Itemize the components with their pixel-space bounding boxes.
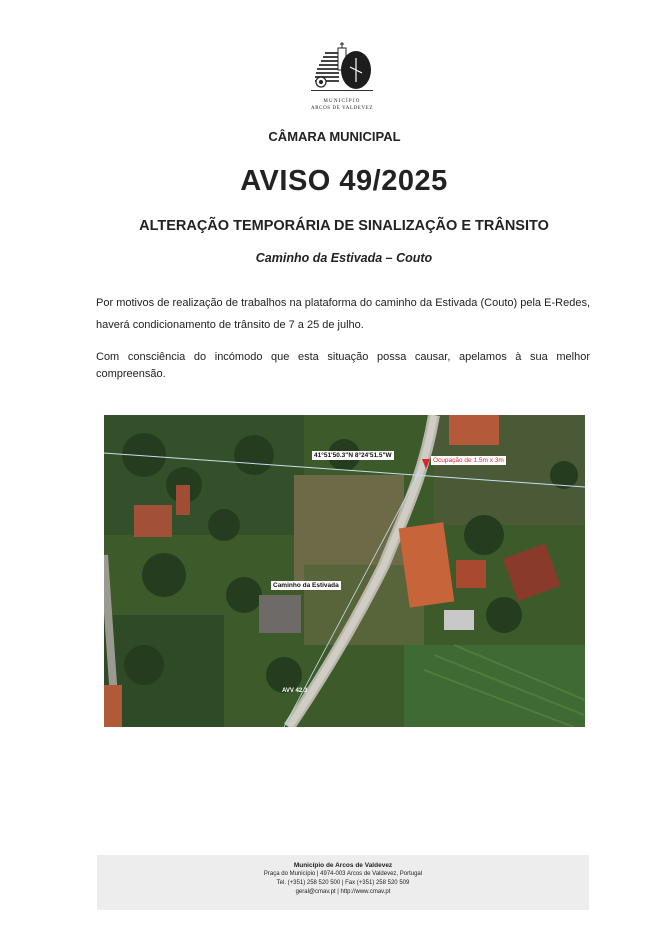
map-occupation-label: Ocupação de 1.5m x 3m xyxy=(433,457,504,464)
institution-heading: CÂMARA MUNICIPAL xyxy=(268,129,401,144)
notice-location: Caminho da Estivada – Couto xyxy=(255,251,433,265)
map-bottom-label: AVV 42.3 xyxy=(282,688,308,694)
footer-title: Município de Arcos de Valdevez xyxy=(293,862,393,869)
satellite-map xyxy=(104,415,585,727)
footer-address: Praça do Município | 4974-003 Arcos de Valdevez, Portugal xyxy=(263,871,423,877)
municipality-logo xyxy=(307,38,377,114)
page-footer xyxy=(97,855,589,910)
footer-phone: Tel. (+351) 258 520 500 | Fax (+351) 258 520 509 xyxy=(276,880,410,886)
logo-line-1: MUNICÍPIO xyxy=(323,99,361,104)
logo-emblem-icon xyxy=(307,38,377,98)
map-coordinates-label: 41°51'50.3"N 8°24'51.5"W xyxy=(314,452,392,459)
footer-contacts[interactable]: geral@cmav.pt | http://www.cmav.pt xyxy=(295,889,391,895)
paragraph-works: Por motivos de realização de trabalhos na plataforma do caminho da Estivada (Couto) pela E-Redes, haverá condicionamento de trânsito de 7 a 25 de julho. xyxy=(96,297,590,331)
logo-line-2: ARCOS DE VALDEVEZ xyxy=(311,106,373,111)
notice-subject: ALTERAÇÃO TEMPORÁRIA DE SINALIZAÇÃO E TRÂNSITO xyxy=(139,218,549,234)
notice-title: AVISO 49/2025 xyxy=(240,165,448,197)
map-road-label: Caminho da Estivada xyxy=(273,582,339,589)
paragraph-apology: Com consciência do incómodo que esta situação possa causar, apelamos à sua melhor compreensão. xyxy=(96,351,590,380)
